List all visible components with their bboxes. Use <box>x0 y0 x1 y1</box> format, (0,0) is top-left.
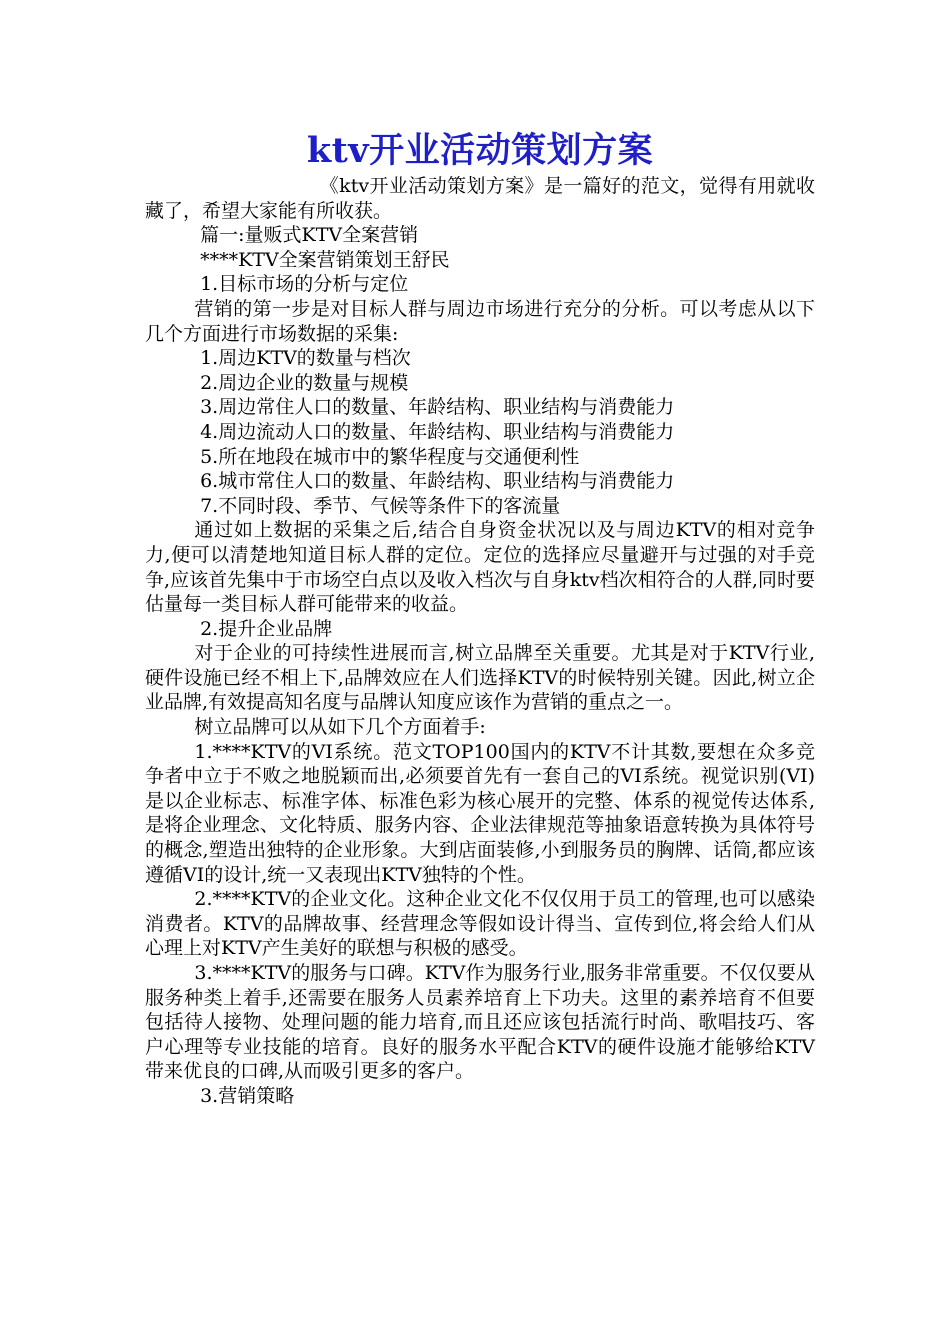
heading-marketing-strategy: 3.营销策略 <box>200 1084 295 1107</box>
list-item: 1.周边KTV的数量与档次 <box>200 347 411 370</box>
list-item: 5.所在地段在城市中的繁华程度与交通便利性 <box>200 445 580 468</box>
paragraph-vi-system: 1.****KTV的VI系统。范文TOP100国内的KTV不计其数,要想在众多竞争者中立于不败之地脱颖而出,必须要首先有一套自己的VI系统。视觉识别(VI)是以企业标志、标准字体、标准色彩为核心展开的完整、体系的视觉传达体系,是将企业理念、文化特质、服务内容、企业法律规范等抽象语意转换为具体符号的概念,塑造出独特的企业形象。大到店面装修,小到服务员的胸牌、话筒,都应该遵循VI的设计,统一又表现出KTV独特的个性。 <box>145 740 815 886</box>
section-heading: 篇一:量贩式KTV全案营销 <box>200 224 419 247</box>
heading-market-analysis: 1.目标市场的分析与定位 <box>200 273 409 296</box>
paragraph-brand: 对于企业的可持续性进展而言,树立品牌至关重要。尤其是对于KTV行业,硬件设施已经不相上下,品牌效应在人们选择KTV的时候特别关键。因此,树立企业品牌,有效提高知名度与品牌认知度应该作为营销的重点之一。 <box>145 642 815 714</box>
paragraph-positioning: 通过如上数据的采集之后,结合自身资金状况以及与周边KTV的相对竞争力,便可以清楚地知道目标人群的定位。定位的选择应尽量避开与过强的对手竞争,应该首先集中于市场空白点以及收入档次与自身ktv档次相符合的人群,同时要估量每一类目标人群可能带来的收益。 <box>145 519 815 616</box>
intro-paragraph: 《ktv开业活动策划方案》是一篇好的范文，觉得有用就收藏了，希望大家能有所收获。 <box>145 175 815 222</box>
paragraph-culture: 2.****KTV的企业文化。这种企业文化不仅仅用于员工的管理,也可以感染消费者。KTV的品牌故事、经营理念等假如设计得当、宣传到位,将会给人们从心理上对KTV产生美好的联想与积极的感受。 <box>145 888 815 960</box>
paragraph-brand-intro: 树立品牌可以从如下几个方面着手: <box>194 716 486 739</box>
document-page <box>145 128 815 1109</box>
list-item: 6.城市常住人口的数量、年龄结构、职业结构与消费能力 <box>200 470 675 493</box>
paragraph-market-analysis: 营销的第一步是对目标人群与周边市场进行充分的分析。可以考虑从以下几个方面进行市场数据的采集: <box>145 297 815 345</box>
paragraph-service: 3.****KTV的服务与口碑。KTV作为服务行业,服务非常重要。不仅仅要从服务种类上着手,还需要在服务人员素养培育上下功夫。这里的素养培育不但要包括待人接物、处理问题的能力培育,而且还应该包括流行时尚、歌唱技巧、客户心理等专业技能的培育。良好的服务水平配合KTV的硬件设施才能够给KTV带来优良的口碑,从而吸引更多的客户。 <box>145 962 815 1083</box>
heading-brand: 2.提升企业品牌 <box>200 617 333 640</box>
author-line: ****KTV全案营销策划王舒民 <box>200 248 450 271</box>
list-item: 2.周边企业的数量与规模 <box>200 371 409 394</box>
list-item: 4.周边流动人口的数量、年龄结构、职业结构与消费能力 <box>200 420 675 443</box>
list-item: 7.不同时段、季节、气候等条件下的客流量 <box>200 494 561 517</box>
document-title: ktv开业活动策划方案 <box>306 130 654 171</box>
list-item: 3.周边常住人口的数量、年龄结构、职业结构与消费能力 <box>200 396 675 419</box>
